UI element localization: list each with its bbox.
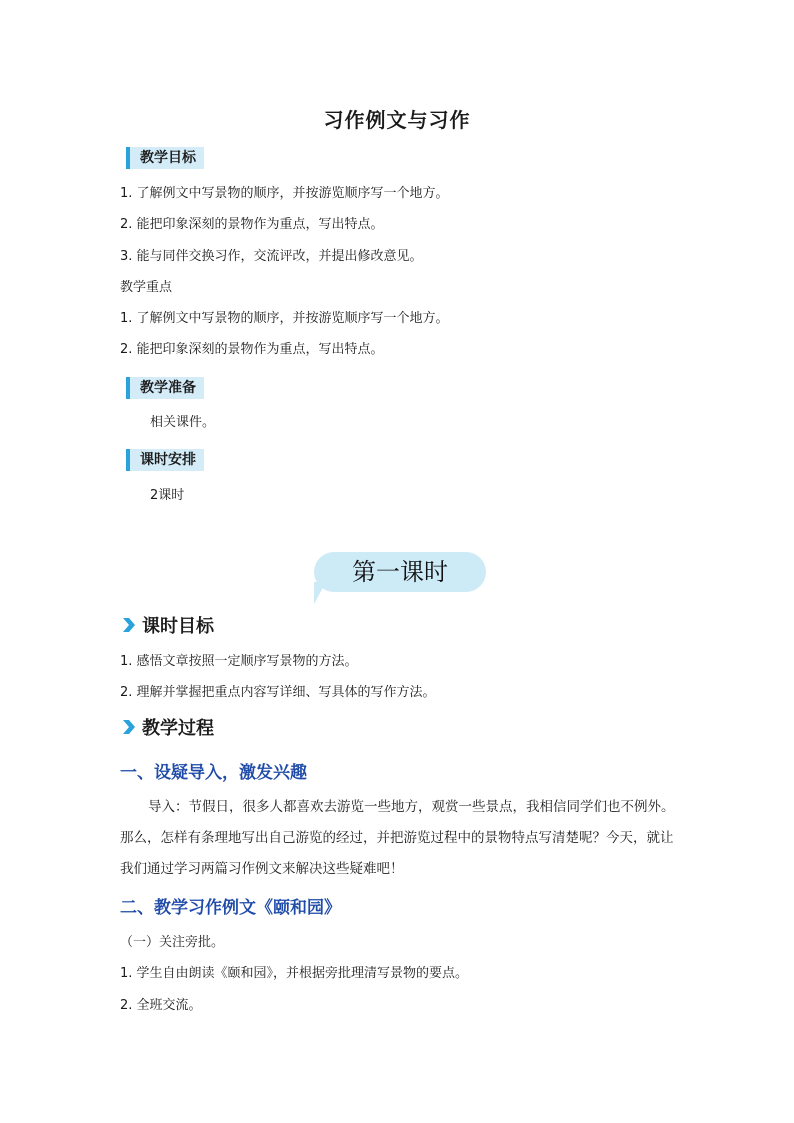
teaching-goals-tag: [126, 147, 204, 169]
schedule-tag: [126, 449, 204, 471]
part2-item-1: 1. 学生自由朗读《颐和园》，并根据旁批理清写景物的要点。: [120, 966, 469, 981]
schedule-label: 课时安排: [126, 449, 204, 471]
part2-subheading: （一）关注旁批。: [120, 935, 225, 950]
chevron-right-icon: [122, 719, 136, 735]
part2-item-2: 2. 全班交流。: [120, 998, 202, 1013]
teaching-goals-label: 教学目标: [126, 147, 204, 169]
page-title: 习作例文与习作: [323, 108, 471, 132]
key-points-label: 教学重点: [120, 280, 173, 295]
teaching-goal-3: 3. 能与同伴交换习作，交流评改，并提出修改意见。: [120, 249, 423, 264]
lesson-goal-2: 2. 理解并掌握把重点内容写详细、写具体的写作方法。: [120, 685, 436, 700]
process-heading: [122, 717, 214, 741]
part1-paragraph: 导入：节假日，很多人都喜欢去游览一些地方，观赏一些景点，我相信同学们也不例外。那么，怎样有条理地写出自己游览的经过，并把游览过程中的景物特点写清楚呢？今天，就让我们通过学习两篇习作例文来解决这些疑难吧！: [120, 799, 675, 877]
teaching-prep-tag: [126, 377, 204, 399]
part2-heading: 二、教学习作例文《颐和园》: [120, 898, 341, 918]
teaching-prep-text: 相关课件。: [150, 415, 216, 430]
part1-heading: 一、设疑导入，激发兴趣: [120, 763, 307, 783]
lesson-goals-heading: [122, 615, 214, 639]
key-point-1: 1. 了解例文中写景物的顺序，并按游览顺序写一个地方。: [120, 311, 449, 326]
key-point-2: 2. 能把印象深刻的景物作为重点，写出特点。: [120, 342, 384, 357]
lesson-banner: 第一课时: [314, 552, 486, 592]
lesson-goals-label: 课时目标: [142, 616, 214, 637]
chevron-right-icon: [122, 617, 136, 633]
process-label: 教学过程: [142, 718, 214, 739]
schedule-text: 2课时: [150, 488, 185, 503]
teaching-prep-label: 教学准备: [126, 377, 204, 399]
teaching-goal-1: 1. 了解例文中写景物的顺序，并按游览顺序写一个地方。: [120, 186, 449, 201]
lesson-goal-1: 1. 感悟文章按照一定顺序写景物的方法。: [120, 654, 358, 669]
teaching-goal-2: 2. 能把印象深刻的景物作为重点，写出特点。: [120, 217, 384, 232]
